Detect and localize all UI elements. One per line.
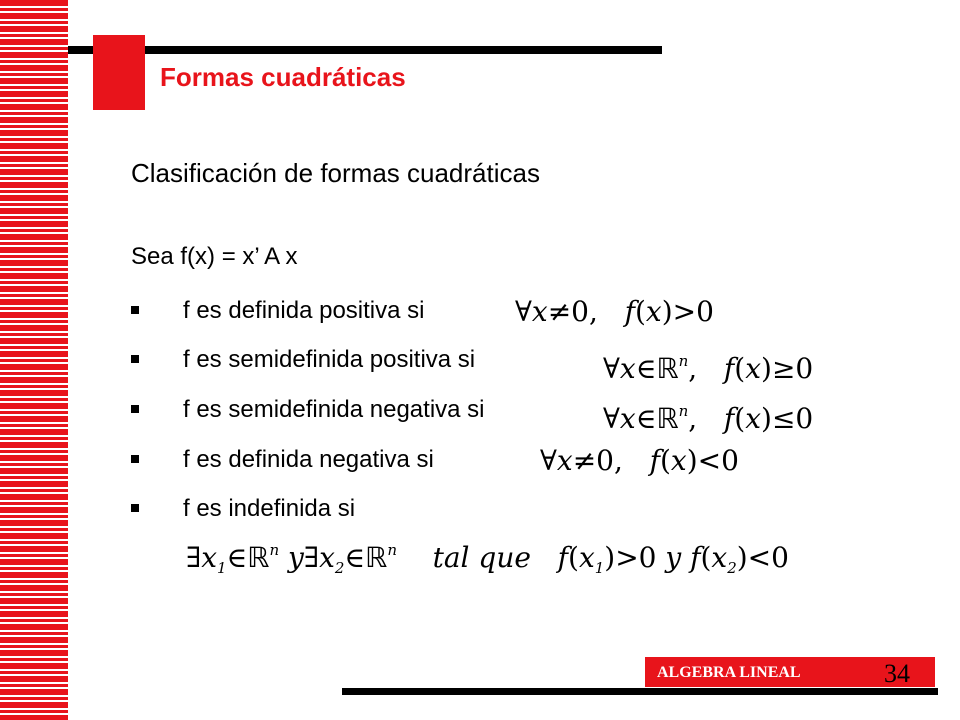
footer-rule <box>342 688 938 695</box>
course-label: ALGEBRA LINEAL <box>657 664 801 681</box>
page-number: 34 <box>884 659 910 688</box>
bullet-item <box>131 492 355 526</box>
slide-title: Formas cuadráticas <box>160 62 406 92</box>
function-definition: Sea f(x) = x’ A x <box>131 243 298 270</box>
bullet-condition: ∀x≠0, f(x)>0 <box>515 295 714 328</box>
bullet-marker-icon <box>131 455 139 463</box>
bullet-condition: ∀x∈ℝ$^n$, f(x)≥0 <box>603 352 814 385</box>
header-accent-block <box>93 35 145 110</box>
bullet-label: f es definida positiva si <box>183 297 425 324</box>
bullet-marker-icon <box>131 504 139 512</box>
bullet-item <box>131 343 475 377</box>
bullet-item <box>131 294 424 328</box>
bullet-marker-icon <box>131 306 139 314</box>
bullet-label: f es definida negativa si <box>183 446 434 473</box>
bullet-item <box>131 393 485 427</box>
bullet-marker-icon <box>131 355 139 363</box>
header-rule <box>68 46 662 54</box>
bullet-label: f es semidefinida negativa si <box>183 396 485 423</box>
bullet-condition: $\exists x_1\in ℝ^n$ $y\exists x_2\in ℝ^n$ tal que $f(x_1)>0$ y $f(x_2)<0$ <box>186 541 789 577</box>
bullet-label: f es indefinida si <box>183 495 356 522</box>
decorative-stripes <box>0 0 68 720</box>
bullet-condition: ∀x≠0, f(x)<0 <box>540 444 739 477</box>
bullet-item <box>131 443 434 477</box>
bullet-marker-icon <box>131 405 139 413</box>
bullet-condition: ∀x∈ℝ$^n$, f(x)≤0 <box>603 402 814 435</box>
bullet-label: f es semidefinida positiva si <box>183 346 476 373</box>
section-subtitle: Clasificación de formas cuadráticas <box>131 158 540 188</box>
